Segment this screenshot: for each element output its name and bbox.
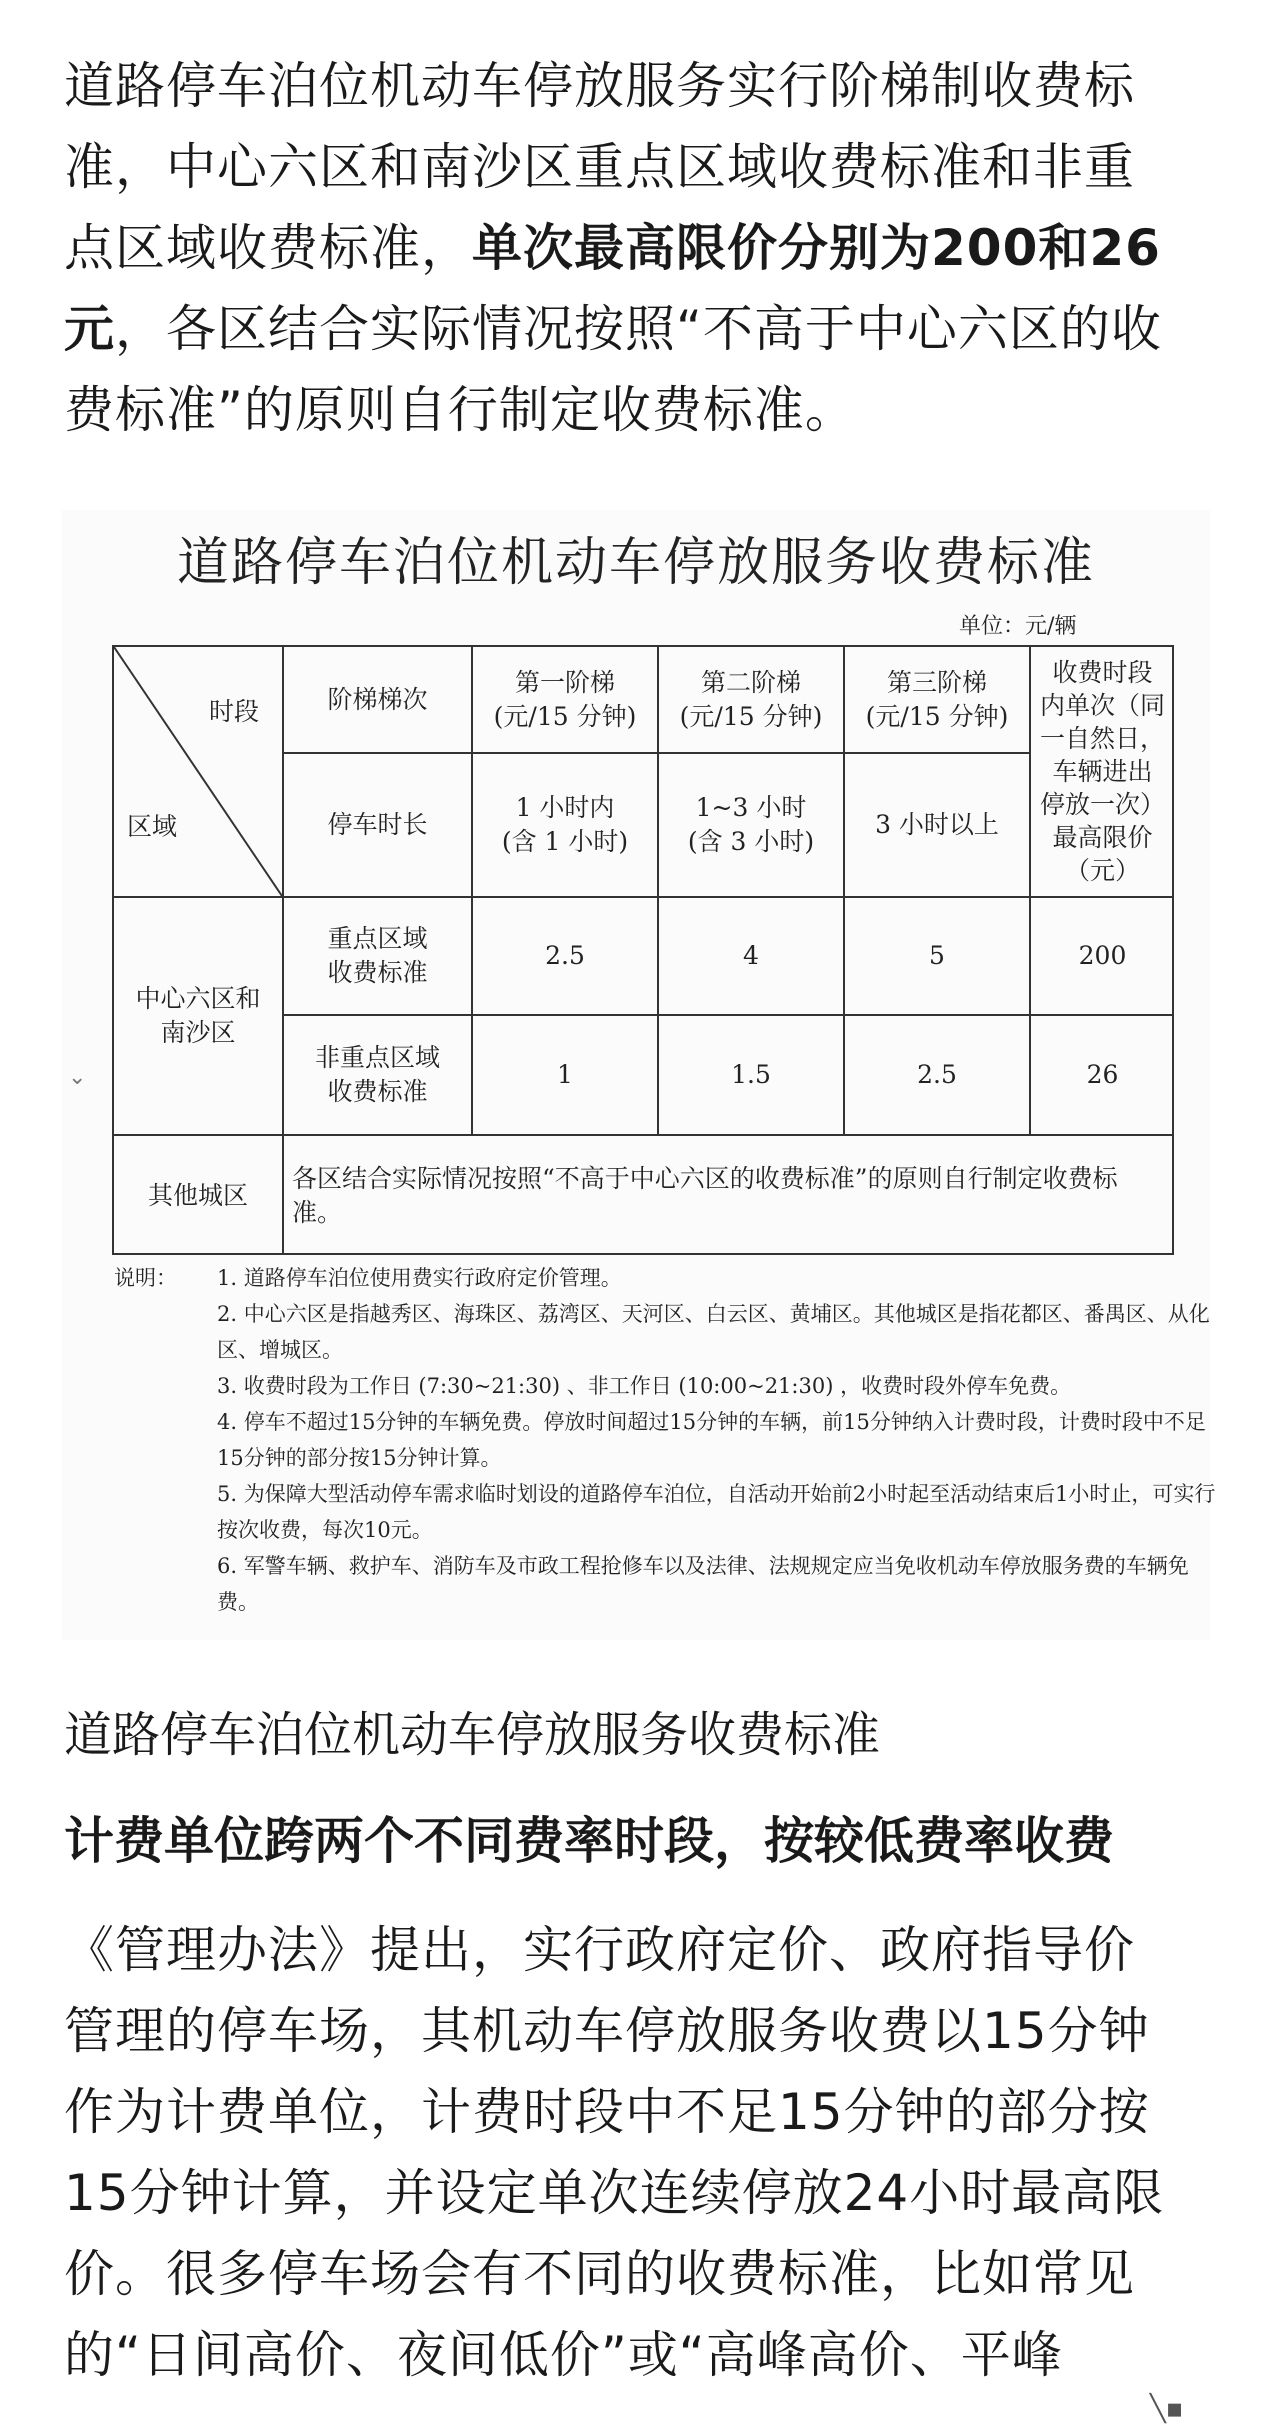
intro-bold-text: 单次最高限价分别为200和26元 <box>64 219 1161 358</box>
row-nonkey-max: 26 <box>1086 1060 1119 1089</box>
duration-tier1: 1 小时内 (含 1 小时) <box>501 793 629 856</box>
note-item: 1. 道路停车泊位使用费实行政府定价管理。 <box>217 1266 622 1290</box>
header-max-price: 收费时段 内单次（同 一自然日， 车辆进出 停放一次） 最高限价 （元） <box>1039 658 1165 885</box>
row-key-area-type: 重点区域 收费标准 <box>327 924 428 987</box>
note-item: 3. 收费时段为工作日 (7:30~21:30) 、非工作日 (10:00~21:30) ，收费时段外停车免费。 <box>217 1374 1072 1398</box>
region-center-six: 中心六区和 南沙区 <box>135 984 261 1047</box>
intro-text-end: ，各区结合实际情况按照“不高于中心六区的收费标准”的原则自行制定收费标准。 <box>64 300 1162 439</box>
note-item: 2. 中心六区是指越秀区、海珠区、荔湾区、天河区、白云区、黄埔区。其他城区是指花都区、番禺区、从化区、增城区。 <box>217 1302 1210 1362</box>
row-key-tier1: 2.5 <box>545 941 585 970</box>
region-other: 其他城区 <box>147 1180 248 1210</box>
header-duration-label: 停车时长 <box>327 810 428 839</box>
row-nonkey-area-type: 非重点区域 收费标准 <box>314 1043 440 1106</box>
row-key-tier3: 5 <box>929 941 945 970</box>
table-unit: 单位：元/辆 <box>959 614 1077 639</box>
chevron-down-icon: ⌄ <box>68 1065 87 1090</box>
header-tier2: 第二阶梯 (元/15 分钟) <box>679 667 823 731</box>
header-time-label: 时段 <box>208 697 259 726</box>
row-key-max: 200 <box>1078 941 1127 970</box>
row-nonkey-tier1: 1 <box>557 1060 573 1089</box>
table-title: 道路停车泊位机动车停放服务收费标准 <box>176 533 1095 593</box>
header-region-label: 区域 <box>126 812 177 841</box>
duration-tier3: 3 小时以上 <box>875 810 999 839</box>
fee-table-image <box>62 510 1216 1640</box>
other-region-rule: 各区结合实际情况按照“不高于中心六区的收费标准”的原则自行制定收费标准。 <box>292 1163 1118 1227</box>
duration-tier2: 1~3 小时 (含 3 小时) <box>687 793 815 856</box>
note-item: 4. 停车不超过15分钟的车辆免费。停放时间超过15分钟的车辆，前15分钟纳入计费时段，计费时段中不足15分钟的部分按15分钟计算。 <box>217 1410 1206 1470</box>
fee-table <box>112 645 1174 1255</box>
row-nonkey-tier2: 1.5 <box>731 1060 771 1089</box>
note-item: 5. 为保障大型活动停车需求临时划设的道路停车泊位，自活动开始前2小时起至活动结束后1小时止，可实行按次收费，每次10元。 <box>217 1482 1216 1542</box>
row-nonkey-tier3: 2.5 <box>917 1060 957 1089</box>
section-subheading: 计费单位跨两个不同费率时段，按较低费率收费 <box>64 1812 1114 1870</box>
row-key-tier2: 4 <box>743 941 759 970</box>
intro-paragraph <box>64 46 1184 451</box>
note-item: 6. 军警车辆、救护车、消防车及市政工程抢修车以及法律、法规规定应当免收机动车停放服务费的车辆免费。 <box>217 1554 1189 1614</box>
header-tier-label: 阶梯梯次 <box>327 684 428 714</box>
header-tier1: 第一阶梯 (元/15 分钟) <box>493 667 637 731</box>
image-caption: 道路停车泊位机动车停放服务收费标准 <box>64 1707 881 1763</box>
notes-label: 说明： <box>114 1266 177 1290</box>
body-paragraph: 《管理办法》提出，实行政府定价、政府指导价管理的停车场，其机动车停放服务收费以15分钟作为计费单位，计费时段中不足15分钟的部分按15分钟计算，并设定单次连续停放24小时最高限价。很多停车场会有不同的收费标准，比如常见的“日间高价、夜间低价”或“高峰高价、平峰 <box>64 1921 1165 2384</box>
header-tier3: 第三阶梯 (元/15 分钟) <box>865 667 1009 731</box>
intro-text: 道路停车泊位机动车停放服务实行阶梯制收费标准，中心六区和南沙区重点区域收费标准和非重点区域收费标准， <box>64 57 1135 277</box>
watermark-mark: ╲▪ <box>1150 2394 1184 2424</box>
